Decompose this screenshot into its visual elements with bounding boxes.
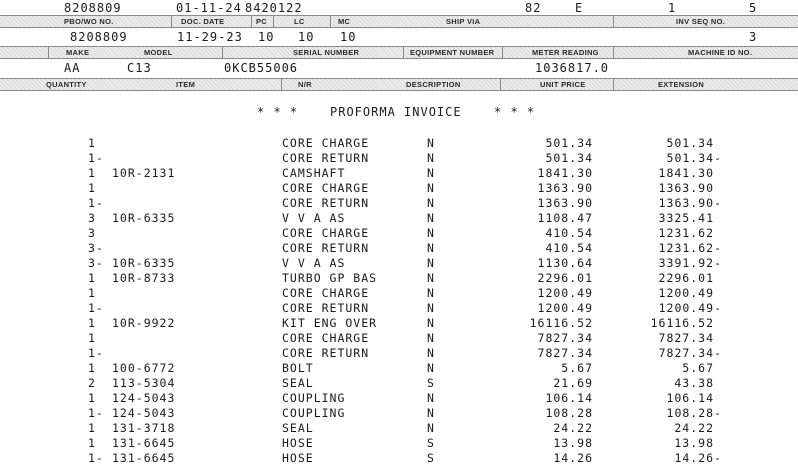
invoice-line-row [0, 331, 798, 346]
divider [171, 16, 172, 27]
line-description: COUPLING [282, 391, 346, 405]
line-nr-code: N [427, 211, 435, 225]
line-nr-code: N [427, 136, 435, 150]
line-description: TURBO GP BAS [282, 271, 378, 285]
top-doc-date: 01-11-24 [176, 1, 242, 15]
top-reference-number: 8420122 [245, 1, 303, 15]
line-description: CORE RETURN [282, 301, 370, 315]
line-nr-code: N [427, 286, 435, 300]
line-quantity: 1- [88, 346, 104, 360]
divider [330, 16, 331, 27]
invoice-line-row [0, 376, 798, 391]
line-item-number: 100-6772 [112, 361, 176, 375]
line-unit-price: 410.54 [545, 241, 593, 255]
line-nr-code: N [427, 226, 435, 240]
line-nr-code: N [427, 271, 435, 285]
line-unit-price: 106.14 [545, 391, 593, 405]
line-description: CORE RETURN [282, 151, 370, 165]
line-quantity: 2 [88, 376, 96, 390]
line-extension: 501.34- [666, 151, 722, 165]
line-description: COUPLING [282, 406, 346, 420]
line-quantity: 1- [88, 301, 104, 315]
pc-value: 10 [258, 30, 275, 44]
label-equipment-number: EQUIPMENT NUMBER [410, 48, 495, 57]
line-extension: 2296.01 [658, 271, 714, 285]
line-description: CORE RETURN [282, 241, 370, 255]
invoice-line-row [0, 211, 798, 226]
line-unit-price: 14.26 [553, 451, 593, 465]
line-extension: 5.67 [682, 361, 714, 375]
invoice-line-row [0, 391, 798, 406]
top-page: 1 [668, 1, 677, 15]
divider [251, 16, 252, 27]
label-extension: EXTENSION [658, 80, 705, 89]
line-quantity: 1 [88, 361, 96, 375]
line-nr-code: N [427, 361, 435, 375]
divider [403, 47, 404, 58]
line-description: CORE CHARGE [282, 181, 370, 195]
line-quantity: 1 [88, 316, 96, 330]
line-item-number: 113-5304 [112, 376, 176, 390]
line-nr-code: N [427, 151, 435, 165]
invoice-line-row [0, 421, 798, 436]
line-extension: 1363.90- [658, 196, 722, 210]
label-pbo-wo-no: PBO/WO NO. [64, 17, 114, 26]
divider [281, 79, 282, 90]
line-unit-price: 501.34 [545, 136, 593, 150]
invoice-line-row [0, 151, 798, 166]
label-quantity: QUANTITY [46, 80, 87, 89]
line-item-number: 10R-8733 [112, 271, 176, 285]
line-item-number: 131-3718 [112, 421, 176, 435]
invoice-line-row [0, 406, 798, 421]
top-code: 82 [525, 1, 542, 15]
line-nr-code: N [427, 256, 435, 270]
line-nr-code: N [427, 166, 435, 180]
line-extension: 13.98 [674, 436, 714, 450]
line-unit-price: 1363.90 [537, 181, 593, 195]
line-description: HOSE [282, 436, 314, 450]
label-meter-reading: METER READING [532, 48, 599, 57]
line-quantity: 3- [88, 241, 104, 255]
invoice-line-row [0, 361, 798, 376]
line-nr-code: N [427, 181, 435, 195]
line-item-number: 124-5043 [112, 391, 176, 405]
label-machine-id-no: MACHINE ID NO. [688, 48, 753, 57]
line-extension: 108.28- [666, 406, 722, 420]
invoice-line-row [0, 241, 798, 256]
line-quantity: 1 [88, 166, 96, 180]
line-description: V V A AS [282, 211, 346, 225]
line-unit-price: 410.54 [545, 226, 593, 240]
line-item-number: 131-6645 [112, 436, 176, 450]
line-unit-price: 21.69 [553, 376, 593, 390]
label-unit-price: UNIT PRICE [540, 80, 586, 89]
line-quantity: 3 [88, 211, 96, 225]
inv-seq-value: 3 [749, 30, 758, 44]
line-unit-price: 2296.01 [537, 271, 593, 285]
line-unit-price: 1200.49 [537, 301, 593, 315]
divider [500, 79, 501, 90]
invoice-line-row [0, 271, 798, 286]
divider [613, 16, 614, 27]
line-extension: 501.34 [666, 136, 714, 150]
line-extension: 1200.49 [658, 286, 714, 300]
make-value: AA [64, 61, 81, 75]
line-description: CORE CHARGE [282, 226, 370, 240]
line-nr-code: N [427, 406, 435, 420]
top-pbo-number: 8208809 [64, 1, 122, 15]
line-nr-code: N [427, 421, 435, 435]
line-description: CORE RETURN [282, 346, 370, 360]
line-description: CORE CHARGE [282, 136, 370, 150]
line-quantity: 1 [88, 436, 96, 450]
line-quantity: 1 [88, 421, 96, 435]
line-item-number: 10R-2131 [112, 166, 176, 180]
line-nr-code: N [427, 196, 435, 210]
line-description: V V A AS [282, 256, 346, 270]
line-unit-price: 1200.49 [537, 286, 593, 300]
line-extension: 16116.52 [650, 316, 714, 330]
line-quantity: 1 [88, 181, 96, 195]
label-doc-date: DOC. DATE [181, 17, 225, 26]
line-nr-code: N [427, 331, 435, 345]
line-extension: 106.14 [666, 391, 714, 405]
line-description: CORE RETURN [282, 196, 370, 210]
line-extension: 1841.30 [658, 166, 714, 180]
line-extension: 7827.34 [658, 331, 714, 345]
title-stars-left: * * * [257, 105, 299, 119]
line-unit-price: 501.34 [545, 151, 593, 165]
model-value: C13 [127, 61, 152, 75]
doc-date-value: 11-29-23 [177, 30, 243, 44]
invoice-line-row [0, 196, 798, 211]
line-extension: 1231.62 [658, 226, 714, 240]
line-description: HOSE [282, 451, 314, 465]
line-quantity: 1 [88, 286, 96, 300]
line-unit-price: 108.28 [545, 406, 593, 420]
line-description: SEAL [282, 376, 314, 390]
line-extension: 3325.41 [658, 211, 714, 225]
line-extension: 1231.62- [658, 241, 722, 255]
line-extension: 24.22 [674, 421, 714, 435]
line-unit-price: 1130.64 [537, 256, 593, 270]
invoice-line-row [0, 286, 798, 301]
top-letter: E [575, 1, 584, 15]
invoice-title [0, 105, 798, 121]
invoice-line-row [0, 136, 798, 151]
invoice-line-row [0, 226, 798, 241]
label-ship-via: SHIP VIA [446, 17, 481, 26]
title-stars-right: * * * [494, 105, 536, 119]
invoice-line-row [0, 301, 798, 316]
line-quantity: 1- [88, 151, 104, 165]
invoice-line-row [0, 181, 798, 196]
line-description: BOLT [282, 361, 314, 375]
header-bar-2 [0, 46, 798, 59]
line-unit-price: 7827.34 [537, 346, 593, 360]
line-unit-price: 7827.34 [537, 331, 593, 345]
line-nr-code: N [427, 391, 435, 405]
line-quantity: 1 [88, 136, 96, 150]
line-unit-price: 16116.52 [529, 316, 593, 330]
line-unit-price: 1363.90 [537, 196, 593, 210]
line-item-number: 10R-6335 [112, 211, 176, 225]
line-item-number: 124-5043 [112, 406, 176, 420]
invoice-line-row [0, 451, 798, 466]
lc-value: 10 [298, 30, 315, 44]
divider [273, 16, 274, 27]
line-nr-code: S [427, 376, 435, 390]
line-description: CORE CHARGE [282, 286, 370, 300]
header-bar-1 [0, 15, 798, 28]
line-nr-code: S [427, 436, 435, 450]
line-item-number: 10R-6335 [112, 256, 176, 270]
header-bar-3 [0, 78, 798, 91]
line-unit-price: 5.67 [561, 361, 593, 375]
line-quantity: 3 [88, 226, 96, 240]
line-nr-code: S [427, 451, 435, 465]
divider [613, 79, 614, 90]
line-quantity: 1- [88, 196, 104, 210]
meter-reading-value: 1036817.0 [535, 61, 610, 75]
line-quantity: 1 [88, 271, 96, 285]
line-extension: 1200.49- [658, 301, 722, 315]
line-unit-price: 1108.47 [537, 211, 593, 225]
line-description: KIT ENG OVER [282, 316, 378, 330]
divider [502, 47, 503, 58]
label-mc: MC [338, 17, 351, 26]
line-unit-price: 1841.30 [537, 166, 593, 180]
line-nr-code: N [427, 241, 435, 255]
invoice-line-row [0, 166, 798, 181]
label-item: ITEM [176, 80, 196, 89]
label-serial-number: SERIAL NUMBER [293, 48, 360, 57]
line-item-number: 131-6645 [112, 451, 176, 465]
line-description: SEAL [282, 421, 314, 435]
line-unit-price: 13.98 [553, 436, 593, 450]
line-quantity: 3- [88, 256, 104, 270]
line-extension: 43.38 [674, 376, 714, 390]
label-lc: LC [294, 17, 305, 26]
label-pc: PC [256, 17, 268, 26]
line-quantity: 1 [88, 391, 96, 405]
invoice-line-row [0, 316, 798, 331]
line-extension: 1363.90 [658, 181, 714, 195]
label-model: MODEL [144, 48, 173, 57]
line-nr-code: N [427, 301, 435, 315]
line-extension: 14.26- [674, 451, 722, 465]
line-quantity: 1- [88, 451, 104, 465]
label-description: DESCRIPTION [406, 80, 461, 89]
label-make: MAKE [66, 48, 90, 57]
divider [613, 47, 614, 58]
divider [48, 47, 49, 58]
invoice-line-row [0, 346, 798, 361]
line-description: CAMSHAFT [282, 166, 346, 180]
label-nr: N/R [298, 80, 312, 89]
top-page-total: 5 [749, 1, 758, 15]
serial-number-value: 0KCB55006 [224, 61, 299, 75]
line-nr-code: N [427, 316, 435, 330]
mc-value: 10 [340, 30, 357, 44]
line-nr-code: N [427, 346, 435, 360]
line-description: CORE CHARGE [282, 331, 370, 345]
divider [222, 47, 223, 58]
label-inv-seq-no: INV SEQ NO. [676, 17, 726, 26]
pbo-wo-value: 8208809 [70, 30, 128, 44]
title-text: PROFORMA INVOICE [330, 105, 462, 119]
line-quantity: 1- [88, 406, 104, 420]
line-item-number: 10R-9922 [112, 316, 176, 330]
invoice-line-row [0, 436, 798, 451]
invoice-line-row [0, 256, 798, 271]
line-unit-price: 24.22 [553, 421, 593, 435]
line-quantity: 1 [88, 331, 96, 345]
line-extension: 3391.92- [658, 256, 722, 270]
line-extension: 7827.34- [658, 346, 722, 360]
